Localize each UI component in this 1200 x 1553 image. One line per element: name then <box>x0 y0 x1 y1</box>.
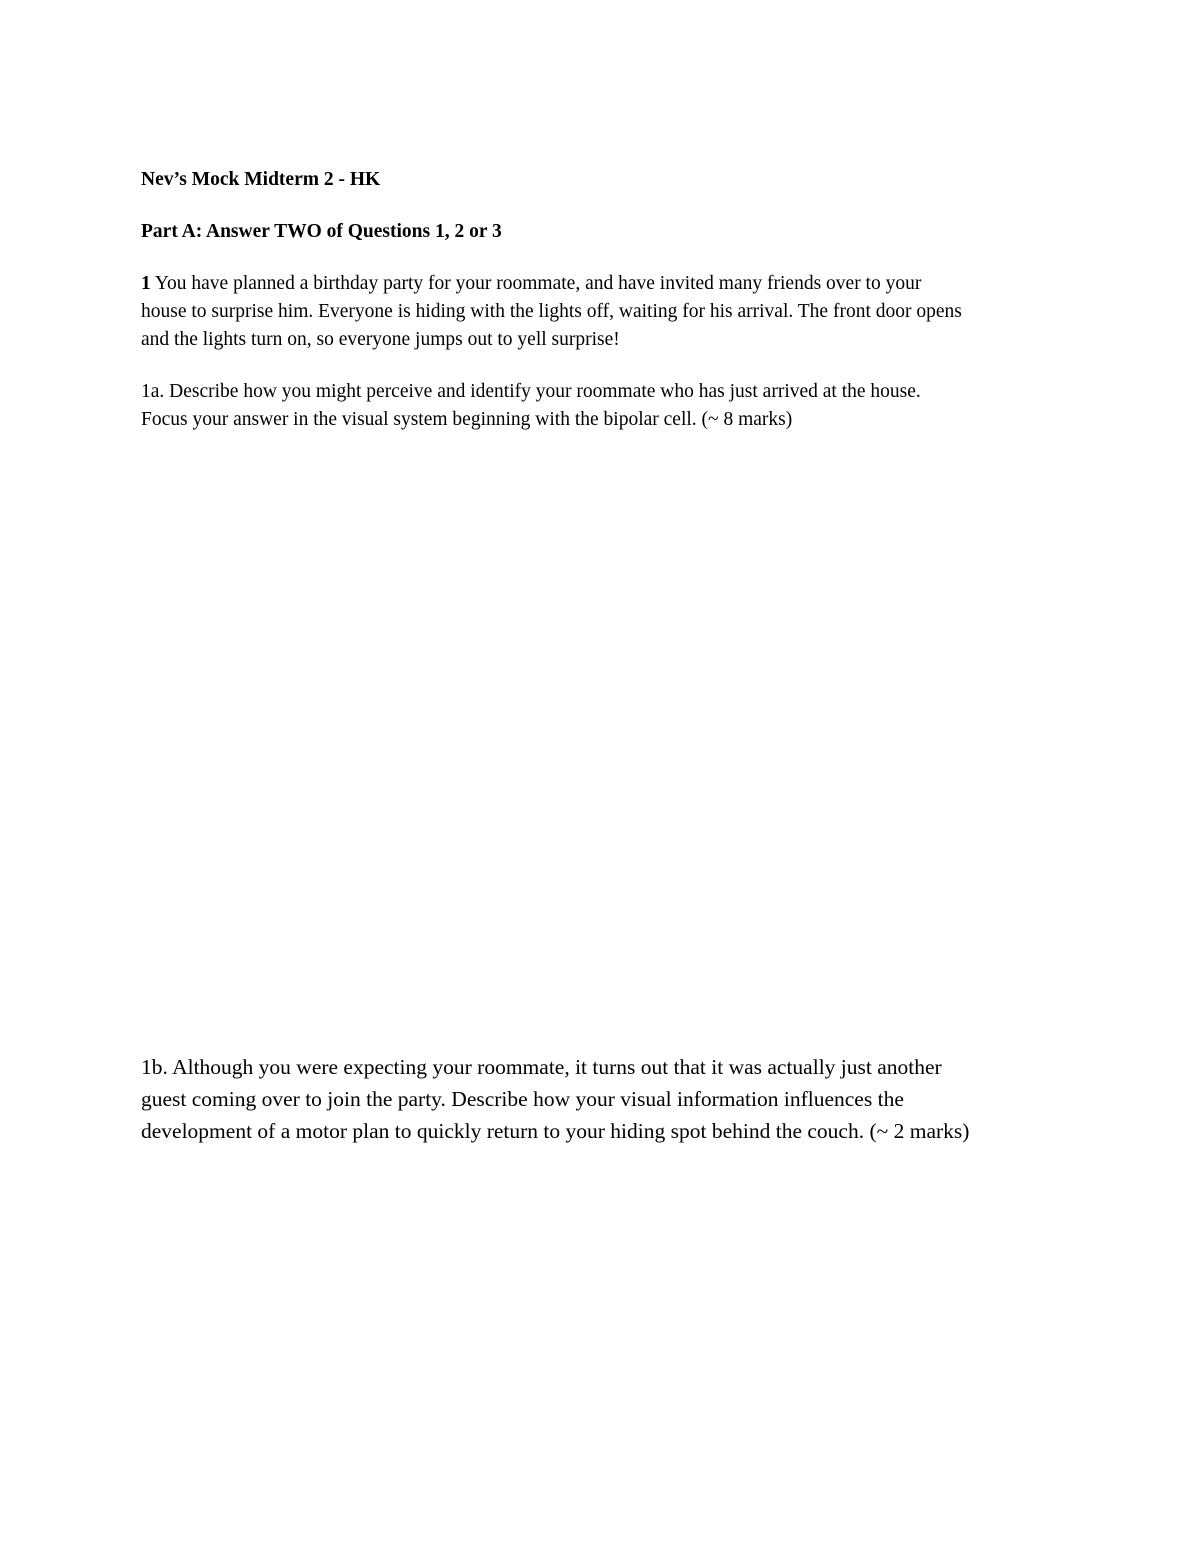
document-title: Nev’s Mock Midterm 2 - HK <box>141 169 381 190</box>
question-1a-line-1: 1a. Describe how you might perceive and identify your roommate who has just arrived at the house. <box>141 381 921 402</box>
question-1-line-2: house to surprise him. Everyone is hiding with the lights off, waiting for his arrival. The front door opens <box>141 301 962 322</box>
question-1b-line-2: guest coming over to join the party. Describe how your visual information influences the <box>141 1087 904 1111</box>
question-1-line-3: and the lights turn on, so everyone jumps out to yell surprise! <box>141 329 620 350</box>
part-heading: Part A: Answer TWO of Questions 1, 2 or 3 <box>141 221 502 242</box>
question-1-line-1 <box>141 270 921 298</box>
question-1-text: You have planned a birthday party for your roommate, and have invited many friends over to your <box>150 273 922 294</box>
question-1b-line-3: development of a motor plan to quickly return to your hiding spot behind the couch. (~ 2 marks) <box>141 1119 970 1143</box>
question-1b-line-1: 1b. Although you were expecting your roommate, it turns out that it was actually just another <box>141 1055 942 1079</box>
question-1-number: 1 <box>141 273 151 294</box>
question-1a-line-2: Focus your answer in the visual system beginning with the bipolar cell. (~ 8 marks) <box>141 409 793 430</box>
